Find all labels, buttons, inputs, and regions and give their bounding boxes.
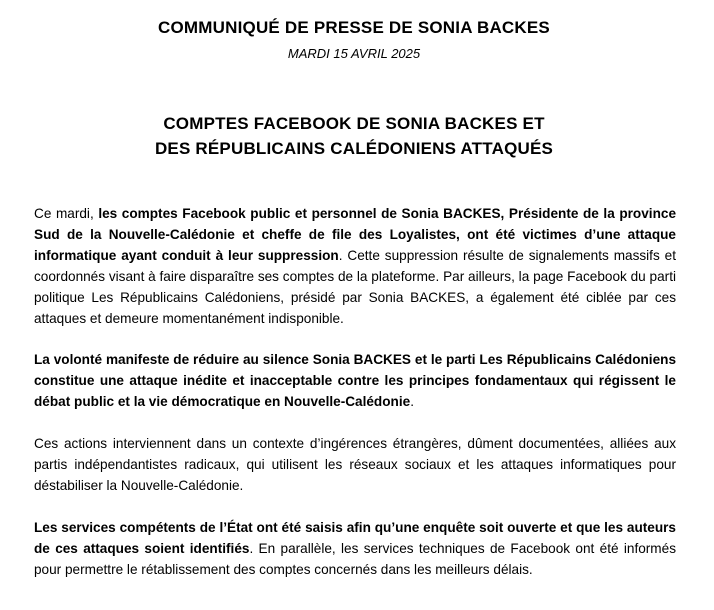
paragraph-2 <box>34 349 676 412</box>
headline <box>0 111 708 161</box>
paragraph-4 <box>34 517 676 580</box>
paragraph-2-bold: La volonté manifeste de réduire au silence Sonia BACKES et le parti Les Républicains Calédoniens constitue une attaque inédite et inacceptable contre les principes fondamentaux qui régissent le débat public et la vie démocratique en Nouvelle-Calédonie <box>34 352 676 409</box>
paragraph-3 <box>34 433 676 496</box>
paragraph-2-rest: . <box>410 394 414 409</box>
document-date: MARDI 15 AVRIL 2025 <box>287 46 421 61</box>
paragraph-4-bold: Les services compétents de l’État ont été saisis afin qu’une enquête soit ouverte et que les auteurs de ces attaques soient identifiés <box>34 520 676 556</box>
paragraph-1-lead: Ce mardi, <box>34 206 99 221</box>
headline-line-2: DES RÉPUBLICAINS CALÉDONIENS ATTAQUÉS <box>154 139 554 158</box>
paragraph-3-text: Ces actions interviennent dans un contexte d’ingérences étrangères, dûment documentées, alliées aux partis indépendantistes radicaux, qui utilisent les réseaux sociaux et les attaques informatiques pour déstabiliser la Nouvelle-Calédonie. <box>34 436 676 493</box>
paragraph-1 <box>34 203 676 329</box>
paragraph-4-rest: . En parallèle, les services techniques de Facebook ont été informés pour permettre le rétablissement des comptes concernés dans les meilleurs délais. <box>34 541 676 577</box>
document-title: COMMUNIQUÉ DE PRESSE DE SONIA BACKES <box>158 18 550 37</box>
paragraph-1-rest: . Cette suppression résulte de signalements massifs et coordonnés visant à faire disparaître ses comptes de la plateforme. Par ailleurs, la page Facebook du parti politique Les Républicains Calédoniens, présidé par Sonia BACKES, a également été ciblée par ces attaques et demeure momentanément indisponible. <box>34 248 676 326</box>
headline-line-1: COMPTES FACEBOOK DE SONIA BACKES ET <box>163 114 545 133</box>
paragraph-1-bold: les comptes Facebook public et personnel de Sonia BACKES, Présidente de la province Sud de la Nouvelle-Calédonie et cheffe de file des Loyalistes, ont été victimes d’une attaque informatique ayant conduit à leur suppression <box>34 206 676 263</box>
